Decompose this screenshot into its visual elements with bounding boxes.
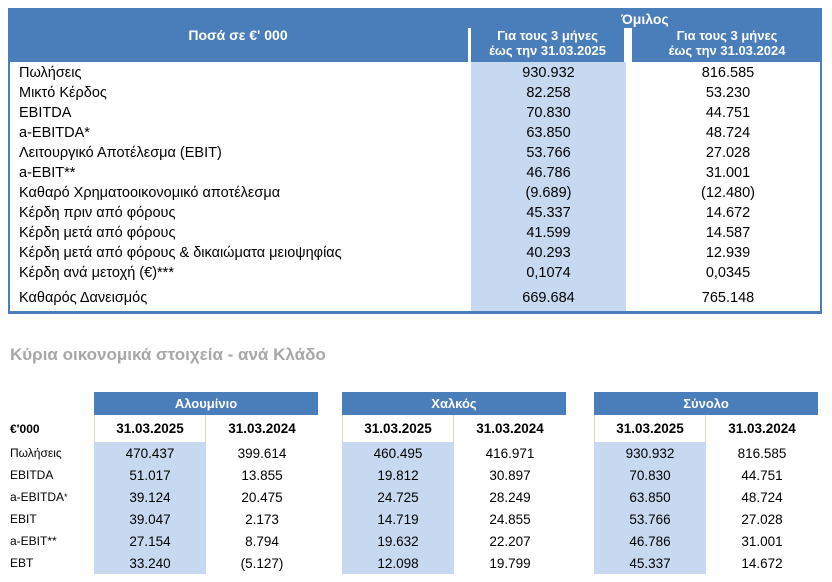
row-label: EBIT	[10, 512, 37, 526]
group-table-row	[10, 103, 820, 123]
value-2024: 816.585	[701, 65, 755, 81]
group-table-row	[10, 143, 820, 163]
value-2025: 63.850	[526, 125, 571, 141]
value-copper-2025: 19.812	[342, 464, 454, 486]
value-total-2025: 930.932	[594, 442, 706, 464]
group-table-row	[10, 203, 820, 223]
date-header-total-2025: 31.03.2025	[594, 415, 706, 442]
value-2024: 12.939	[705, 245, 751, 261]
value-aluminium-2025: 470.437	[94, 442, 206, 464]
value-2025: 70.830	[526, 105, 571, 121]
value-aluminium-2025: 33.240	[94, 552, 206, 574]
row-label: EBITDA	[10, 468, 54, 482]
row-label: a-EBITDA*	[19, 125, 90, 141]
segment-bar-spacer	[10, 392, 94, 415]
value-aluminium-2024: 20.475	[241, 489, 283, 505]
value-total-2025: 53.766	[594, 508, 706, 530]
segment-table-row	[10, 552, 818, 574]
value-total-2024: 14.672	[741, 555, 783, 571]
row-label: Κέρδη μετά από φόρους	[19, 225, 176, 241]
date-header-total-2024: 31.03.2024	[728, 421, 796, 436]
group-table-row	[10, 123, 820, 143]
value-copper-2025: 12.098	[342, 552, 454, 574]
value-2025: 0,1074	[526, 265, 571, 281]
value-copper-2025: 14.719	[342, 508, 454, 530]
group-column-title: Όμιλος	[621, 11, 669, 27]
value-2024: 48.724	[705, 125, 751, 141]
group-table-row	[10, 83, 820, 103]
value-total-2025: 46.786	[594, 530, 706, 552]
group-table-row	[10, 243, 820, 263]
value-2025: 82.258	[526, 85, 571, 101]
row-label: Λειτουργικό Αποτέλεσμα (EBIT)	[19, 145, 222, 161]
value-2025: 45.337	[526, 205, 571, 221]
value-copper-2025: 19.632	[342, 530, 454, 552]
column-header-2024	[624, 28, 822, 62]
column-header-2024-line1: Για τους 3 μήνες	[676, 28, 778, 43]
segment-header-aluminium: Αλουμίνιο	[94, 392, 318, 415]
value-aluminium-2024: 399.614	[237, 445, 287, 461]
segment-table-row	[10, 530, 818, 552]
row-label: Καθαρός Δανεισμός	[19, 290, 148, 306]
value-aluminium-2024: 2.173	[245, 511, 279, 527]
group-table-row	[10, 163, 820, 183]
value-aluminium-2025: 27.154	[94, 530, 206, 552]
segment-table-row	[10, 442, 818, 464]
row-label: EBITDA	[19, 105, 72, 121]
value-aluminium-2024: 13.855	[241, 467, 283, 483]
group-table-row	[10, 223, 820, 243]
row-label: a-EBITDA *	[10, 490, 68, 504]
value-total-2024: 48.724	[741, 489, 783, 505]
value-copper-2024: 22.207	[489, 533, 531, 549]
segment-table-row	[10, 464, 818, 486]
group-table-row	[10, 183, 820, 203]
value-2024: 44.751	[705, 105, 751, 121]
row-label: Πωλήσεις	[19, 65, 82, 81]
value-total-2024: 816.585	[737, 445, 787, 461]
date-header-aluminium-2025: 31.03.2025	[94, 415, 206, 442]
value-copper-2024: 28.249	[489, 489, 531, 505]
group-table-header	[8, 8, 822, 62]
value-2024: 27.028	[705, 145, 751, 161]
row-label: Κέρδη ανά μετοχή (€)***	[19, 265, 174, 281]
value-total-2024: 31.001	[741, 533, 783, 549]
value-aluminium-2025: 39.047	[94, 508, 206, 530]
value-2025: 46.786	[526, 165, 571, 181]
value-copper-2024: 30.897	[489, 467, 531, 483]
financial-report-page	[8, 8, 824, 574]
value-total-2024: 27.028	[741, 511, 783, 527]
row-label: Πωλήσεις	[10, 446, 62, 460]
group-table-rows	[8, 62, 822, 314]
unit-label: €'000	[10, 421, 40, 436]
value-total-2025: 45.337	[594, 552, 706, 574]
value-total-2025: 63.850	[594, 486, 706, 508]
value-copper-2025: 460.495	[342, 442, 454, 464]
group-results-table	[8, 8, 822, 314]
value-2024: 53.230	[705, 85, 751, 101]
value-2025: 930.932	[522, 65, 575, 81]
row-label: a-EBIT**	[19, 165, 76, 181]
group-table-header-right	[468, 8, 822, 62]
column-header-2025-line1: Για τους 3 μήνες	[497, 28, 598, 43]
column-header-2025-line2: έως την 31.03.2025	[489, 43, 606, 58]
row-label: EBT	[10, 556, 34, 570]
value-2024: 14.587	[705, 225, 751, 241]
segment-header-bars	[10, 392, 818, 415]
value-2024: 0,0345	[705, 265, 751, 281]
value-2024: 765.148	[701, 290, 755, 306]
value-copper-2025: 24.725	[342, 486, 454, 508]
group-table-row	[10, 263, 820, 283]
value-aluminium-2025: 51.017	[94, 464, 206, 486]
segment-header-total: Σύνολο	[594, 392, 818, 415]
column-header-2024-line2: έως την 31.03.2024	[668, 43, 786, 58]
date-header-aluminium-2024: 31.03.2024	[228, 421, 296, 436]
row-label: Κέρδη μετά από φόρους & δικαιώματα μειοψηφίας	[19, 245, 342, 261]
group-table-row	[10, 288, 820, 308]
value-2024: 31.001	[705, 165, 751, 181]
value-2024: (12.480)	[700, 185, 755, 201]
value-copper-2024: 416.971	[485, 445, 535, 461]
value-aluminium-2024: 8.794	[245, 533, 279, 549]
value-2025: 669.684	[522, 290, 575, 306]
value-aluminium-2025: 39.124	[94, 486, 206, 508]
value-copper-2024: 24.855	[489, 511, 531, 527]
row-label: Μικτό Κέρδος	[19, 85, 107, 101]
value-2025: 40.293	[526, 245, 571, 261]
value-total-2024: 44.751	[741, 467, 783, 483]
segment-date-headers	[10, 415, 818, 442]
row-label: Κέρδη πριν από φόρους	[19, 205, 176, 221]
date-header-copper-2024: 31.03.2024	[476, 421, 544, 436]
segment-table-row	[10, 508, 818, 530]
row-label: a-EBIT**	[10, 534, 57, 548]
segment-table	[10, 392, 818, 574]
value-2025: 53.766	[526, 145, 571, 161]
segment-header-copper: Χαλκός	[342, 392, 566, 415]
section-title: Κύρια οικονομικά στοιχεία - ανά Κλάδο	[10, 345, 326, 364]
column-header-2025	[468, 28, 624, 62]
segment-table-rows	[10, 442, 818, 574]
amounts-unit-label: Ποσά σε €' 000	[188, 27, 288, 43]
value-2024: 14.672	[705, 205, 751, 221]
value-2025: (9.689)	[525, 185, 572, 201]
date-header-copper-2025: 31.03.2025	[342, 415, 454, 442]
value-aluminium-2024: (5.127)	[240, 555, 284, 571]
segment-table-row	[10, 486, 818, 508]
value-2025: 41.599	[526, 225, 571, 241]
value-copper-2024: 19.799	[489, 555, 531, 571]
period-column-headers	[468, 28, 822, 62]
value-total-2025: 70.830	[594, 464, 706, 486]
row-label: Καθαρό Χρηματοοικονομικό αποτέλεσμα	[19, 185, 281, 201]
group-table-row	[10, 63, 820, 83]
